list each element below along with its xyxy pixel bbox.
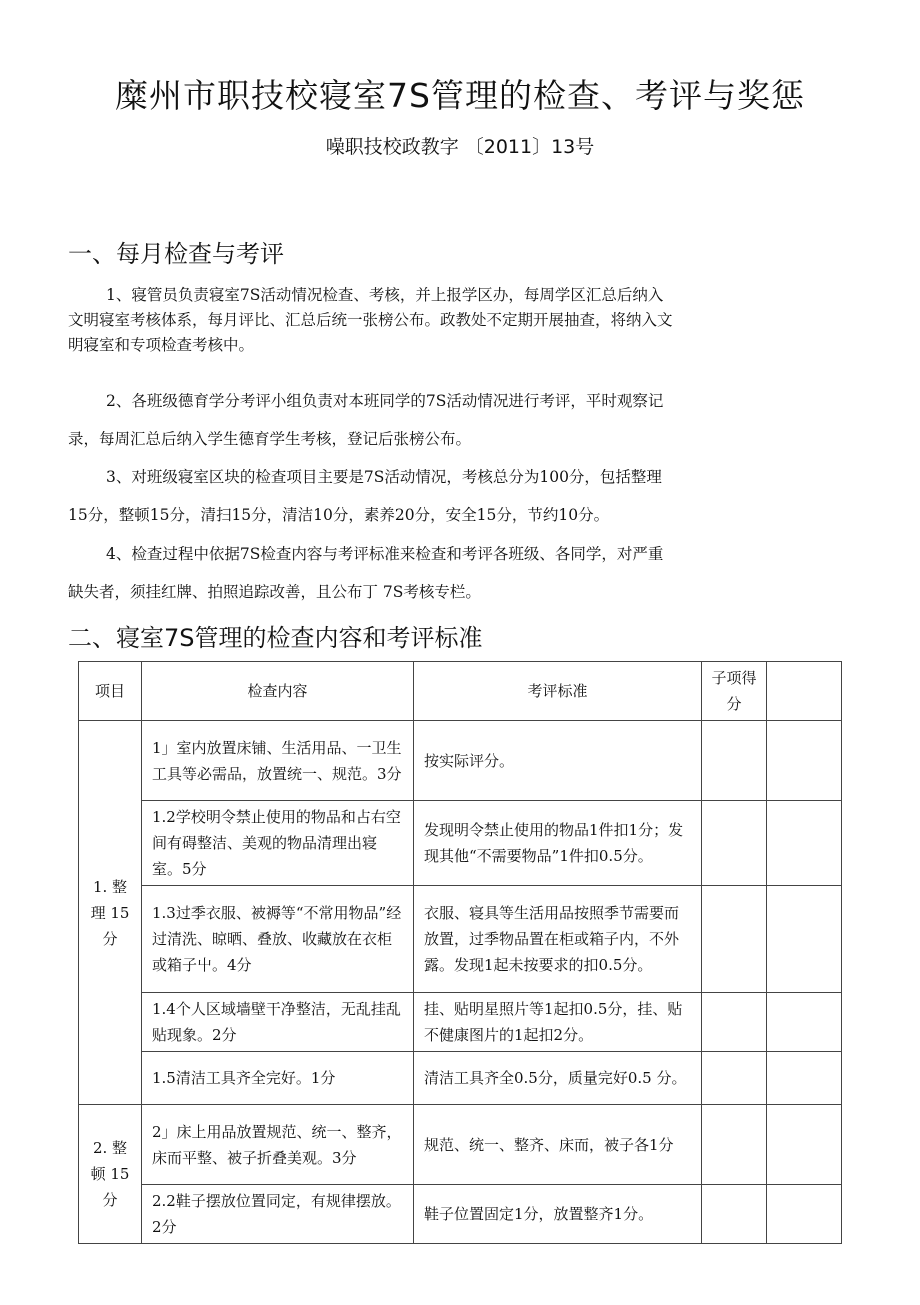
document-title: 糜州市职技校寝室7S管理的检查、考评与奖惩 (115, 76, 805, 115)
standard-cell: 鞋子位置固定1分，放置整齐1分。 (414, 1185, 702, 1244)
content-cell: 2」床上用品放置规范、统一、整齐，床而平整、被子折叠美观。3分 (142, 1105, 414, 1185)
extra-cell (767, 1185, 842, 1244)
table-row (79, 993, 842, 1052)
standard-cell: 规范、统一、整齐、床而，被子各1分 (414, 1105, 702, 1185)
paragraph-line: 2、各班级德育学分考评小组负责对本班同学的7S活动情况进行考评，平时观察记 (106, 392, 664, 410)
document-number: 噪职技校政教字 〔2011〕13号 (325, 136, 595, 158)
paragraph-line: 1、寝管员负责寝室7S活动情况检查、考核，并上报学区办，每周学区汇总后纳入 (106, 286, 664, 304)
paragraph-line: 4、检查过程中依据7S检查内容与考评标准来检查和考评各班级、各同学，对严重 (106, 545, 664, 563)
table-row (79, 1185, 842, 1244)
paragraph-line: 录，每周汇总后纳入学生德育学生考核，登记后张榜公布。 (68, 430, 472, 448)
header-standard: 考评标准 (414, 662, 702, 721)
section-1-heading: 一、每月检查与考评 (68, 240, 284, 268)
table-row (79, 801, 842, 886)
sub-score-cell (702, 886, 767, 993)
standard-cell: 发现明令禁止使用的物品1件扣1分；发现其他“不需要物品”1件扣0.5分。 (414, 801, 702, 886)
standard-cell: 按实际评分。 (414, 721, 702, 801)
sub-score-cell (702, 801, 767, 886)
content-cell: 1.3过季衣服、被褥等“不常用物品”经过清洗、晾晒、叠放、收藏放在衣柜或箱子屮。4分 (142, 886, 414, 993)
section-2-heading: 二、寝室7S管理的检查内容和考评标准 (68, 624, 483, 652)
content-cell: 1.5清洁工具齐全完好。1分 (142, 1052, 414, 1105)
standard-cell: 挂、贴明星照片等1起扣0.5分，挂、贴不健康图片的1起扣2分。 (414, 993, 702, 1052)
content-cell: 1.2学校明令禁止使用的物品和占右空间有碍整洁、美观的物品清理出寝室。5分 (142, 801, 414, 886)
extra-cell (767, 886, 842, 993)
paragraph-4 (68, 535, 778, 611)
extra-cell (767, 721, 842, 801)
sub-score-cell (702, 1105, 767, 1185)
table-header-row (79, 662, 842, 721)
sub-score-cell (702, 1185, 767, 1244)
extra-cell (767, 993, 842, 1052)
content-cell: 1」室内放置床铺、生活用品、一卫生工具等必需品，放置统一、规范。3分 (142, 721, 414, 801)
content-cell: 2.2鞋子摆放位置同定，有规律摆放。2分 (142, 1185, 414, 1244)
inspection-table (78, 661, 842, 1244)
category-cell: 2. 整顿 15 分 (79, 1105, 142, 1244)
table-row (79, 886, 842, 993)
standard-cell: 衣服、寝具等生活用品按照季节需要而放置，过季物品置在柜或箱子内，不外露。发现1起未按要求的扣0.5分。 (414, 886, 702, 993)
extra-cell (767, 801, 842, 886)
table-row (79, 721, 842, 801)
extra-cell (767, 1052, 842, 1105)
header-content: 检查内容 (142, 662, 414, 721)
paragraph-2 (68, 382, 778, 458)
sub-score-cell (702, 1052, 767, 1105)
sub-score-cell (702, 993, 767, 1052)
paragraph-line: 缺失者，须挂红牌、拍照追踪改善，且公布丁 7S考核专栏。 (68, 583, 481, 601)
extra-cell (767, 1105, 842, 1185)
paragraph-1 (68, 283, 778, 358)
table-row (79, 1105, 842, 1185)
header-sub-score: 子项得分 (702, 662, 767, 721)
paragraph-line: 明寝室和专项检查考核中。 (68, 336, 255, 354)
paragraph-line: 3、对班级寝室区块的检查项目主要是7S活动情况，考核总分为100分，包括整理 (106, 468, 662, 486)
paragraph-3 (68, 458, 778, 534)
category-cell: 1. 整理 15 分 (79, 721, 142, 1105)
sub-score-cell (702, 721, 767, 801)
content-cell: 1.4个人区域墙壁干净整洁，无乱挂乱贴现象。2分 (142, 993, 414, 1052)
header-item: 项目 (79, 662, 142, 721)
standard-cell: 清洁工具齐全0.5分，质量完好0.5 分。 (414, 1052, 702, 1105)
header-extra (767, 662, 842, 721)
paragraph-line: 15分，整顿15分，清扫15分，清洁10分，素养20分，安全15分，节约10分。 (68, 506, 610, 524)
paragraph-line: 文明寝室考核体系，每月评比、汇总后统一张榜公布。政教处不定期开展抽查，将纳入文 (68, 311, 673, 329)
table-row (79, 1052, 842, 1105)
